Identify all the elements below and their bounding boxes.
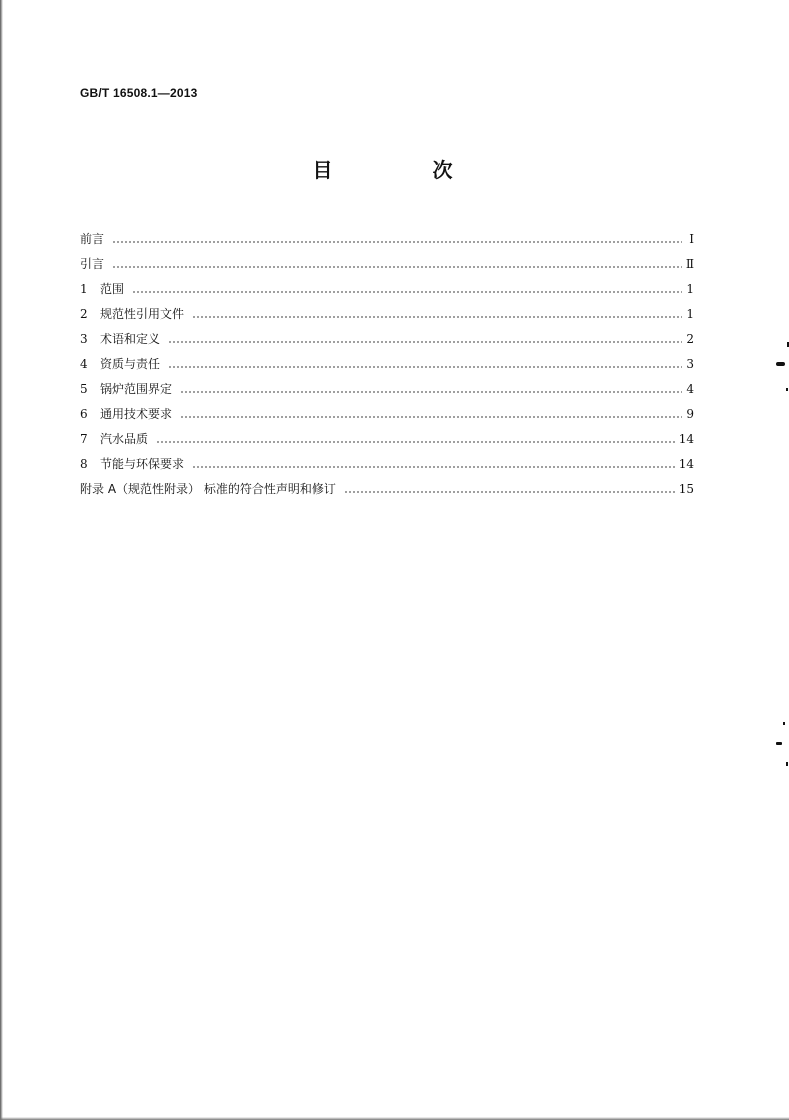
- toc-entry-general-technical-requirements[interactable]: [80, 396, 694, 421]
- toc-entry-terms-definitions[interactable]: [80, 321, 694, 346]
- toc-title: 目 次: [312, 158, 493, 182]
- toc-entry-number: 8: [80, 457, 88, 471]
- toc-entry-page: Ⅰ: [689, 232, 694, 246]
- toc-entry-page: 15: [678, 482, 694, 496]
- toc-entry-number: 1: [80, 282, 88, 296]
- toc-entry-page: 3: [686, 357, 694, 371]
- toc-entry-page: 14: [678, 432, 694, 446]
- toc-leader-dots: [192, 316, 682, 318]
- toc-entry-page: 9: [686, 407, 694, 421]
- toc-entry-label: 引言: [80, 257, 105, 271]
- toc-entry-label: 前言: [80, 232, 105, 246]
- toc-entry-number: 7: [80, 432, 88, 446]
- toc-leader-dots: [132, 291, 682, 293]
- toc-leader-dots: [192, 466, 675, 468]
- toc-leader-dots: [112, 241, 682, 243]
- toc-leader-dots: [180, 416, 682, 418]
- toc-list: [80, 221, 694, 496]
- toc-entry-appendix-a[interactable]: [80, 471, 694, 496]
- toc-entry-page: 2: [686, 332, 694, 346]
- toc-entry-label: 汽水品质: [100, 432, 149, 446]
- toc-entry-steam-water-quality[interactable]: [80, 421, 694, 446]
- toc-entry-label: 范围: [100, 282, 125, 296]
- toc-entry-qualification-responsibility[interactable]: [80, 346, 694, 371]
- toc-entry-number: 2: [80, 307, 88, 321]
- toc-entry-label: 节能与环保要求: [100, 457, 185, 471]
- toc-entry-number: 6: [80, 407, 88, 421]
- standard-code: GB/T 16508.1—2013: [80, 86, 198, 100]
- toc-leader-dots: [168, 341, 682, 343]
- toc-entry-page: 1: [686, 282, 694, 296]
- scan-mark: [786, 762, 788, 766]
- toc-entry-label: 规范性引用文件: [100, 307, 185, 321]
- toc-entry-number: 3: [80, 332, 88, 346]
- scan-mark: [776, 742, 782, 745]
- toc-entry-page: 14: [678, 457, 694, 471]
- toc-entry-scope[interactable]: [80, 271, 694, 296]
- toc-entry-page: Ⅱ: [685, 257, 694, 271]
- toc-leader-dots: [168, 366, 682, 368]
- toc-leader-dots: [344, 491, 675, 493]
- toc-entry-label: 锅炉范围界定: [100, 382, 173, 396]
- toc-entry-number: 4: [80, 357, 88, 371]
- toc-leader-dots: [112, 266, 682, 268]
- toc-leader-dots: [156, 441, 675, 443]
- toc-leader-dots: [180, 391, 682, 393]
- toc-entry-label: 附录 A（规范性附录） 标准的符合性声明和修订: [80, 482, 336, 496]
- toc-entry-foreword[interactable]: [80, 221, 694, 246]
- toc-entry-page: 1: [686, 307, 694, 321]
- scan-mark: [783, 722, 785, 725]
- scan-mark: [786, 388, 788, 391]
- toc-entry-label: 资质与责任: [100, 357, 161, 371]
- toc-entry-energy-environment[interactable]: [80, 446, 694, 471]
- toc-entry-number: 5: [80, 382, 88, 396]
- toc-entry-introduction[interactable]: [80, 246, 694, 271]
- toc-entry-boiler-scope[interactable]: [80, 371, 694, 396]
- toc-entry-page: 4: [686, 382, 694, 396]
- toc-entry-normative-references[interactable]: [80, 296, 694, 321]
- toc-entry-label: 通用技术要求: [100, 407, 173, 421]
- toc-entry-label: 术语和定义: [100, 332, 161, 346]
- scan-mark: [776, 362, 785, 366]
